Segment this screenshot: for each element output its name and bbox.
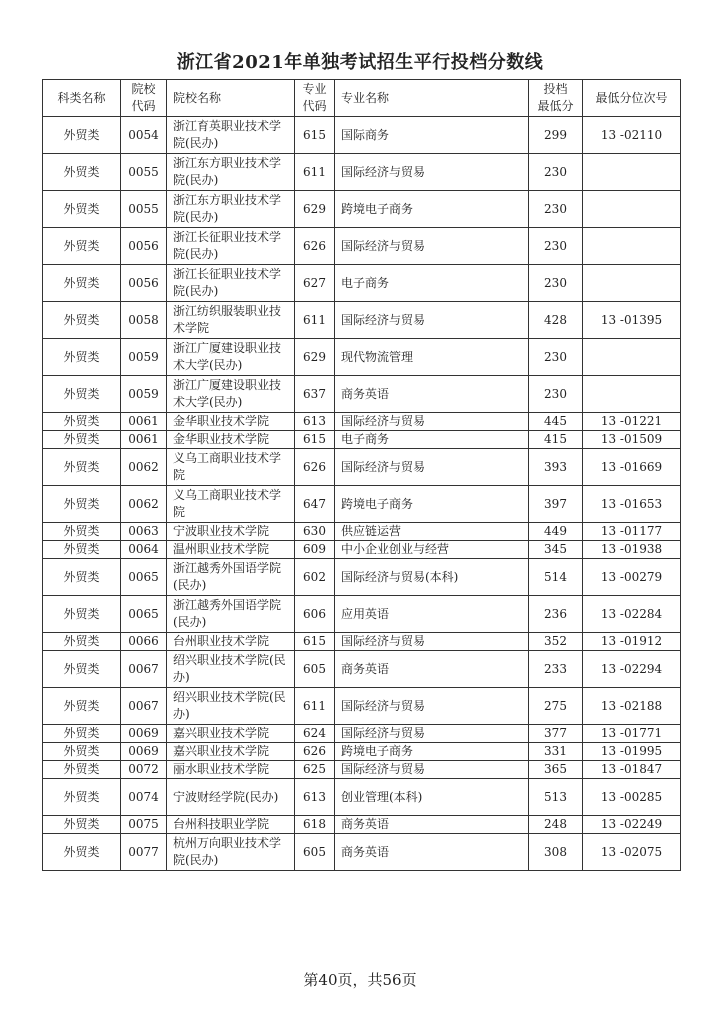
cell-min-score: 275 [529, 688, 583, 725]
score-table [42, 79, 681, 871]
cell-min-score: 236 [529, 596, 583, 633]
cell-major-code: 647 [295, 486, 335, 523]
cell-min-rank [583, 376, 681, 413]
cell-category: 外贸类 [43, 725, 121, 743]
cell-min-rank [583, 339, 681, 376]
cell-min-rank: 13 -00285 [583, 779, 681, 816]
cell-min-score: 230 [529, 228, 583, 265]
table-row [43, 725, 681, 743]
cell-major-name: 国际经济与贸易 [335, 761, 529, 779]
cell-school-name: 杭州万向职业技术学院(民办) [167, 834, 295, 871]
cell-major-code: 618 [295, 816, 335, 834]
table-header-row [43, 80, 681, 117]
header-min-score: 投档 最低分 [529, 80, 583, 117]
cell-major-code: 606 [295, 596, 335, 633]
cell-category: 外贸类 [43, 265, 121, 302]
table-row [43, 154, 681, 191]
cell-min-rank: 13 -01221 [583, 413, 681, 431]
table-row [43, 559, 681, 596]
page-footer: 第40页，共56页 [303, 971, 417, 989]
cell-category: 外贸类 [43, 154, 121, 191]
cell-school-code: 0061 [121, 413, 167, 431]
cell-min-score: 230 [529, 265, 583, 302]
cell-school-name: 丽水职业技术学院 [167, 761, 295, 779]
table-row [43, 779, 681, 816]
table-body [43, 117, 681, 871]
cell-category: 外贸类 [43, 761, 121, 779]
cell-school-code: 0077 [121, 834, 167, 871]
cell-major-name: 跨境电子商务 [335, 191, 529, 228]
cell-school-name: 浙江纺织服装职业技术学院 [167, 302, 295, 339]
table-row [43, 191, 681, 228]
cell-major-name: 国际经济与贸易 [335, 633, 529, 651]
cell-major-code: 613 [295, 413, 335, 431]
cell-major-name: 国际商务 [335, 117, 529, 154]
cell-school-name: 绍兴职业技术学院(民办) [167, 651, 295, 688]
cell-school-name: 浙江长征职业技术学院(民办) [167, 265, 295, 302]
cell-major-code: 613 [295, 779, 335, 816]
cell-min-score: 230 [529, 191, 583, 228]
header-school-name: 院校名称 [167, 80, 295, 117]
cell-min-score: 248 [529, 816, 583, 834]
cell-category: 外贸类 [43, 117, 121, 154]
table-row [43, 523, 681, 541]
cell-min-score: 397 [529, 486, 583, 523]
cell-major-name: 商务英语 [335, 834, 529, 871]
cell-min-rank: 13 -01912 [583, 633, 681, 651]
cell-major-code: 627 [295, 265, 335, 302]
cell-major-name: 国际经济与贸易 [335, 449, 529, 486]
cell-min-score: 308 [529, 834, 583, 871]
table-row [43, 541, 681, 559]
cell-major-code: 611 [295, 154, 335, 191]
document-title: 浙江省2021年单独考试招生平行投档分数线 [176, 52, 544, 73]
cell-min-score: 230 [529, 339, 583, 376]
cell-min-rank [583, 265, 681, 302]
cell-min-rank: 13 -01669 [583, 449, 681, 486]
cell-category: 外贸类 [43, 523, 121, 541]
cell-school-code: 0061 [121, 431, 167, 449]
cell-school-name: 台州职业技术学院 [167, 633, 295, 651]
cell-school-code: 0069 [121, 725, 167, 743]
cell-category: 外贸类 [43, 339, 121, 376]
cell-school-name: 金华职业技术学院 [167, 413, 295, 431]
cell-min-rank: 13 -01177 [583, 523, 681, 541]
cell-school-code: 0064 [121, 541, 167, 559]
cell-category: 外贸类 [43, 596, 121, 633]
cell-school-name: 浙江东方职业技术学院(民办) [167, 191, 295, 228]
cell-min-rank [583, 191, 681, 228]
header-min-rank: 最低分位次号 [583, 80, 681, 117]
cell-school-name: 宁波职业技术学院 [167, 523, 295, 541]
cell-school-code: 0055 [121, 154, 167, 191]
cell-major-code: 637 [295, 376, 335, 413]
cell-category: 外贸类 [43, 559, 121, 596]
cell-major-name: 创业管理(本科) [335, 779, 529, 816]
cell-school-code: 0056 [121, 228, 167, 265]
cell-min-rank: 13 -02075 [583, 834, 681, 871]
cell-min-score: 233 [529, 651, 583, 688]
cell-min-score: 299 [529, 117, 583, 154]
cell-school-code: 0059 [121, 376, 167, 413]
cell-category: 外贸类 [43, 449, 121, 486]
cell-min-score: 428 [529, 302, 583, 339]
cell-school-name: 台州科技职业学院 [167, 816, 295, 834]
cell-school-name: 义乌工商职业技术学院 [167, 449, 295, 486]
cell-major-name: 跨境电子商务 [335, 486, 529, 523]
header-major-code: 专业 代码 [295, 80, 335, 117]
cell-min-score: 352 [529, 633, 583, 651]
cell-min-rank: 13 -01653 [583, 486, 681, 523]
table-row [43, 117, 681, 154]
cell-min-rank: 13 -02284 [583, 596, 681, 633]
cell-category: 外贸类 [43, 376, 121, 413]
cell-school-code: 0065 [121, 596, 167, 633]
cell-min-rank: 13 -01771 [583, 725, 681, 743]
table-row [43, 743, 681, 761]
cell-major-name: 国际经济与贸易 [335, 413, 529, 431]
table-row [43, 449, 681, 486]
table-row [43, 431, 681, 449]
cell-category: 外贸类 [43, 779, 121, 816]
cell-school-name: 金华职业技术学院 [167, 431, 295, 449]
cell-category: 外贸类 [43, 431, 121, 449]
cell-major-name: 现代物流管理 [335, 339, 529, 376]
cell-min-score: 377 [529, 725, 583, 743]
cell-school-name: 宁波财经学院(民办) [167, 779, 295, 816]
table-row [43, 339, 681, 376]
cell-school-name: 嘉兴职业技术学院 [167, 725, 295, 743]
cell-major-name: 供应链运营 [335, 523, 529, 541]
cell-category: 外贸类 [43, 651, 121, 688]
cell-min-rank [583, 228, 681, 265]
cell-school-name: 浙江东方职业技术学院(民办) [167, 154, 295, 191]
cell-school-code: 0067 [121, 688, 167, 725]
cell-major-code: 611 [295, 688, 335, 725]
cell-school-code: 0062 [121, 486, 167, 523]
cell-school-name: 温州职业技术学院 [167, 541, 295, 559]
cell-min-rank: 13 -01938 [583, 541, 681, 559]
cell-school-code: 0075 [121, 816, 167, 834]
cell-major-code: 615 [295, 117, 335, 154]
cell-major-name: 跨境电子商务 [335, 743, 529, 761]
cell-school-code: 0059 [121, 339, 167, 376]
table-row [43, 302, 681, 339]
cell-major-name: 国际经济与贸易 [335, 154, 529, 191]
cell-min-score: 331 [529, 743, 583, 761]
cell-school-name: 义乌工商职业技术学院 [167, 486, 295, 523]
cell-category: 外贸类 [43, 834, 121, 871]
cell-min-score: 415 [529, 431, 583, 449]
cell-major-code: 626 [295, 449, 335, 486]
cell-school-name: 浙江越秀外国语学院(民办) [167, 559, 295, 596]
cell-school-name: 绍兴职业技术学院(民办) [167, 688, 295, 725]
cell-school-code: 0062 [121, 449, 167, 486]
cell-school-code: 0066 [121, 633, 167, 651]
cell-category: 外贸类 [43, 816, 121, 834]
cell-category: 外贸类 [43, 486, 121, 523]
cell-major-name: 商务英语 [335, 376, 529, 413]
table-row [43, 228, 681, 265]
cell-min-score: 445 [529, 413, 583, 431]
cell-min-rank: 13 -01395 [583, 302, 681, 339]
table-row [43, 633, 681, 651]
cell-major-code: 605 [295, 834, 335, 871]
cell-category: 外贸类 [43, 413, 121, 431]
table-row [43, 486, 681, 523]
cell-major-name: 中小企业创业与经营 [335, 541, 529, 559]
cell-min-rank: 13 -02188 [583, 688, 681, 725]
cell-major-name: 国际经济与贸易 [335, 725, 529, 743]
cell-major-code: 609 [295, 541, 335, 559]
cell-school-name: 浙江越秀外国语学院(民办) [167, 596, 295, 633]
cell-major-name: 应用英语 [335, 596, 529, 633]
cell-major-name: 商务英语 [335, 651, 529, 688]
cell-major-code: 630 [295, 523, 335, 541]
cell-min-score: 345 [529, 541, 583, 559]
cell-school-code: 0069 [121, 743, 167, 761]
table-row [43, 596, 681, 633]
cell-school-name: 浙江广厦建设职业技术大学(民办) [167, 376, 295, 413]
cell-major-name: 商务英语 [335, 816, 529, 834]
cell-min-rank: 13 -01509 [583, 431, 681, 449]
cell-min-rank [583, 154, 681, 191]
cell-category: 外贸类 [43, 633, 121, 651]
cell-category: 外贸类 [43, 302, 121, 339]
cell-major-code: 615 [295, 431, 335, 449]
cell-min-score: 513 [529, 779, 583, 816]
cell-school-code: 0063 [121, 523, 167, 541]
header-major-name: 专业名称 [335, 80, 529, 117]
cell-school-name: 浙江长征职业技术学院(民办) [167, 228, 295, 265]
cell-major-code: 626 [295, 228, 335, 265]
cell-major-code: 629 [295, 191, 335, 228]
table-row [43, 816, 681, 834]
header-category: 科类名称 [43, 80, 121, 117]
cell-major-name: 电子商务 [335, 265, 529, 302]
cell-school-code: 0056 [121, 265, 167, 302]
cell-category: 外贸类 [43, 541, 121, 559]
cell-min-rank: 13 -01847 [583, 761, 681, 779]
cell-school-name: 浙江育英职业技术学院(民办) [167, 117, 295, 154]
cell-min-score: 230 [529, 154, 583, 191]
cell-min-rank: 13 -02110 [583, 117, 681, 154]
cell-major-code: 605 [295, 651, 335, 688]
cell-min-score: 393 [529, 449, 583, 486]
cell-major-code: 602 [295, 559, 335, 596]
table-row [43, 651, 681, 688]
cell-min-rank: 13 -01995 [583, 743, 681, 761]
cell-min-rank: 13 -00279 [583, 559, 681, 596]
cell-major-code: 615 [295, 633, 335, 651]
cell-category: 外贸类 [43, 228, 121, 265]
cell-major-name: 国际经济与贸易 [335, 688, 529, 725]
cell-category: 外贸类 [43, 743, 121, 761]
cell-major-code: 629 [295, 339, 335, 376]
table-row [43, 413, 681, 431]
table-row [43, 761, 681, 779]
table-row [43, 265, 681, 302]
cell-school-code: 0065 [121, 559, 167, 596]
cell-school-code: 0067 [121, 651, 167, 688]
cell-min-score: 449 [529, 523, 583, 541]
cell-min-rank: 13 -02294 [583, 651, 681, 688]
cell-category: 外贸类 [43, 191, 121, 228]
cell-major-code: 624 [295, 725, 335, 743]
table-row [43, 834, 681, 871]
cell-major-name: 电子商务 [335, 431, 529, 449]
cell-school-code: 0072 [121, 761, 167, 779]
table-row [43, 688, 681, 725]
cell-major-name: 国际经济与贸易(本科) [335, 559, 529, 596]
cell-major-code: 626 [295, 743, 335, 761]
cell-min-score: 230 [529, 376, 583, 413]
cell-school-code: 0074 [121, 779, 167, 816]
cell-category: 外贸类 [43, 688, 121, 725]
cell-major-name: 国际经济与贸易 [335, 302, 529, 339]
cell-school-code: 0054 [121, 117, 167, 154]
cell-school-code: 0055 [121, 191, 167, 228]
cell-major-code: 625 [295, 761, 335, 779]
cell-min-score: 365 [529, 761, 583, 779]
cell-major-code: 611 [295, 302, 335, 339]
header-school-code: 院校 代码 [121, 80, 167, 117]
cell-min-score: 514 [529, 559, 583, 596]
cell-school-code: 0058 [121, 302, 167, 339]
cell-major-name: 国际经济与贸易 [335, 228, 529, 265]
cell-school-name: 嘉兴职业技术学院 [167, 743, 295, 761]
cell-min-rank: 13 -02249 [583, 816, 681, 834]
cell-school-name: 浙江广厦建设职业技术大学(民办) [167, 339, 295, 376]
table-row [43, 376, 681, 413]
